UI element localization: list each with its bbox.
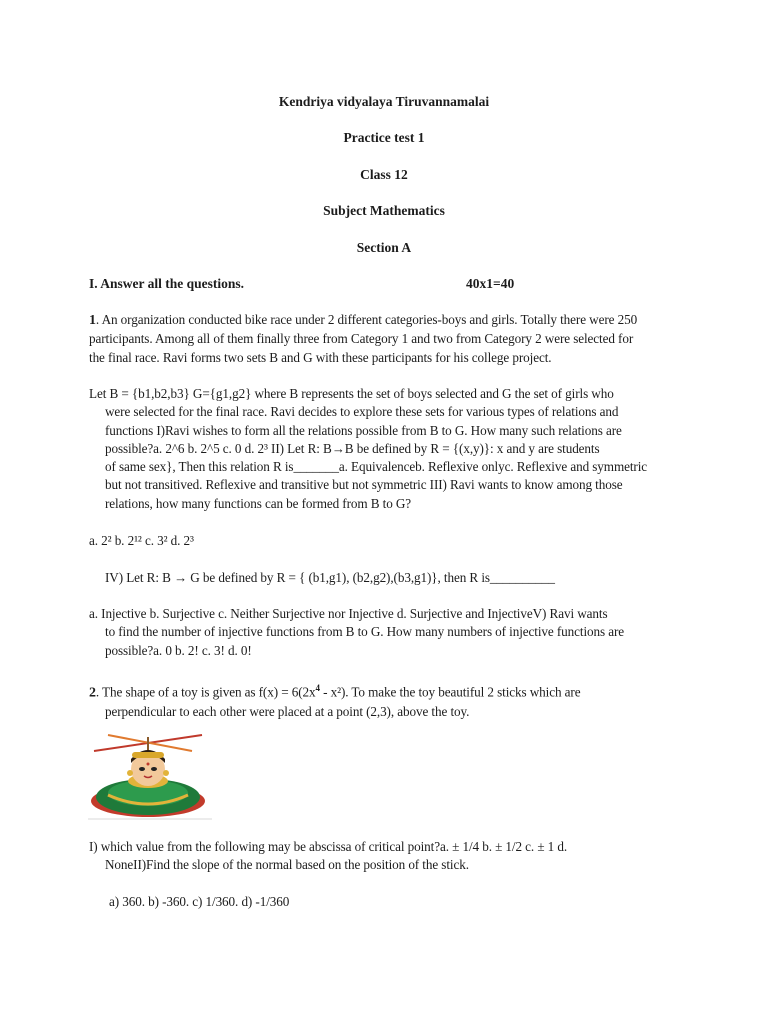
text-line: relations, how many functions can be formed from B to G? xyxy=(105,495,412,511)
question-2-part-i xyxy=(89,838,681,875)
class-title: Class 12 xyxy=(360,167,408,182)
text-line: participants. Among all of them finally three from Category 1 and two from Category 2 were selected for xyxy=(89,331,634,347)
text-line: - x²). To make the toy beautiful 2 sticks which are xyxy=(319,684,581,700)
question-1-part-iv xyxy=(105,569,697,587)
school-title: Kendriya vidyalaya Tiruvannamalai xyxy=(278,94,490,109)
question-1-intro xyxy=(89,311,681,367)
question-number: 2 xyxy=(89,685,96,701)
toy-doll-image xyxy=(88,733,212,823)
options-line: a) 360. b) -360. c) 1/360. d) -1/360 xyxy=(109,894,290,909)
text-line: Let B = {b1,b2,b3} G={g1,g2} where B represents the set of boys selected and G the set of girls who xyxy=(89,386,614,401)
text-line: . The shape of a toy is given as f(x) = 6(2x xyxy=(95,684,316,700)
text-line: NoneII)Find the slope of the normal based on the position of the stick. xyxy=(105,857,469,873)
question-1-options-iii xyxy=(89,532,681,550)
subject-title: Subject Mathematics xyxy=(323,203,445,218)
question-number: 1 xyxy=(89,313,96,328)
text-line: to find the number of injective functions from B to G. How many numbers of injective functions are xyxy=(105,624,625,640)
text-line: the final race. Ravi forms two sets B and G with these participants for his college project. xyxy=(89,349,552,365)
text-line: I) which value from the following may be abscissa of critical point?a. ± 1/4 b. ± 1/2 c. ± 1 d. xyxy=(89,839,568,854)
text-line: functions I)Ravi wishes to form all the relations possible from B to G. How many such relations are xyxy=(105,422,622,438)
instructions-marks: 40x1=40 xyxy=(466,276,515,291)
text-line: of same sex}, Then this relation R is_______a. Equivalenceb. Reflexive onlyc. Reflexive and symmetric xyxy=(105,459,648,475)
test-title: Practice test 1 xyxy=(343,130,425,145)
text-line: possible?a. 2^6 b. 2^5 c. 0 d. 2³ II) Let R: B→B be defined by R = {(x,y)}: x and y are students xyxy=(105,440,600,456)
text-line: but not transitived. Reflexive and transitive but not symmetric III) Ravi wants to know among those xyxy=(105,477,623,493)
question-1-part-iv-options xyxy=(89,605,681,660)
options-line: a. 2² b. 2¹² c. 3² d. 2³ xyxy=(89,533,194,548)
text-line: possible?a. 0 b. 2! c. 3! d. 0! xyxy=(105,642,252,658)
section-title: Section A xyxy=(356,240,412,255)
superscript: 4 xyxy=(315,683,320,693)
text-line: perpendicular to each other were placed at a point (2,3), above the toy. xyxy=(105,703,470,719)
text-line: a. Injective b. Surjective c. Neither Surjective nor Injective d. Surjective and InjectiveV) Ravi wants xyxy=(89,606,608,621)
question-2-options xyxy=(109,893,701,911)
text-line: IV) Let R: B → G be defined by R = { (b1,g1), (b2,g2),(b3,g1)}, then R is__________ xyxy=(105,570,555,585)
text-line: . An organization conducted bike race under 2 different categories-boys and girls. Totally there were 250 xyxy=(95,312,638,327)
doll-illustration xyxy=(88,733,212,823)
text-line: were selected for the final race. Ravi decides to explore these sets for various types of relations and xyxy=(105,404,619,420)
question-1-body xyxy=(89,385,681,513)
question-2-intro xyxy=(89,679,681,721)
instructions-label: I. Answer all the questions. xyxy=(89,276,245,291)
